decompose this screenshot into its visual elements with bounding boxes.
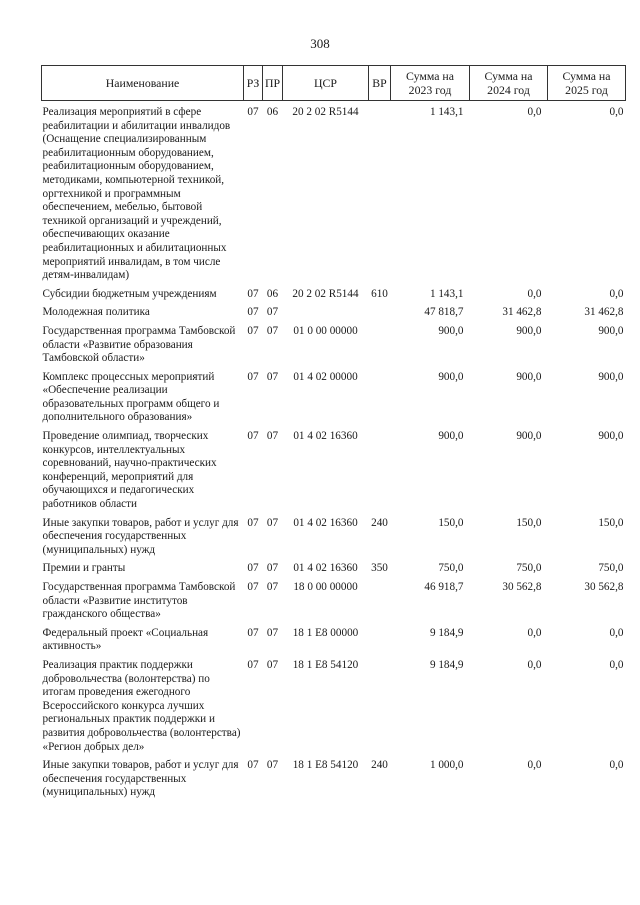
cell-rz: 07 [247, 324, 259, 337]
budget-table [41, 65, 626, 805]
cell-sum-2025: 900,0 [598, 324, 624, 337]
cell-csr: 20 2 02 R5144 [292, 287, 359, 300]
cell-sum-2025: 30 562,8 [584, 581, 624, 593]
table-row [42, 430, 626, 517]
cell-pr: 07 [266, 370, 279, 383]
header-vr: ВР [369, 66, 391, 101]
cell-vr [369, 371, 391, 430]
cell-sum-2025: 900,0 [598, 370, 624, 383]
cell-pr: 06 [266, 287, 279, 300]
cell-pr: 07 [266, 430, 279, 443]
cell-sum-2025: 0,0 [609, 626, 624, 639]
cell-vr: 610 [371, 287, 388, 300]
cell-csr: 01 4 02 00000 [293, 370, 358, 383]
cell-sum-2024: 900,0 [516, 324, 542, 337]
cell-sum-2023: 1 143,1 [429, 106, 464, 118]
cell-pr: 07 [266, 516, 279, 529]
cell-csr: 01 0 00 00000 [293, 324, 358, 337]
cell-sum-2024: 0,0 [527, 106, 542, 118]
cell-vr [369, 430, 391, 517]
cell-name: Премии и гранты [42, 562, 126, 575]
cell-name: Иные закупки товаров, работ и услуг для обеспечения государственных (муниципальных) нужд [42, 516, 239, 556]
cell-pr: 07 [266, 306, 279, 319]
cell-sum-2023: 9 184,9 [429, 658, 464, 671]
cell-name: Иные закупки товаров, работ и услуг для обеспечения государственных (муниципальных) нужд [42, 759, 239, 799]
cell-vr [369, 306, 391, 325]
cell-name: Федеральный проект «Социальная активность» [42, 626, 209, 653]
cell-csr: 18 0 00 00000 [293, 581, 358, 593]
cell-name: Государственная программа Тамбовской области «Развитие образования Тамбовской области» [42, 324, 236, 365]
header-sum-2023: Сумма на 2023 год [391, 66, 470, 101]
cell-csr: 18 1 E8 54120 [292, 658, 359, 671]
cell-sum-2025: 0,0 [609, 287, 624, 300]
table-row [42, 288, 626, 307]
cell-name: Реализация практик поддержки добровольчества (волонтерства) по итогам проведения ежегодного Всероссийского конкурса лучших региональных практик поддержки и развития добровольчества (волонтерства) «Регион добрых дел» [42, 658, 241, 753]
table-body [42, 101, 626, 805]
table-row [42, 517, 626, 563]
cell-sum-2024: 0,0 [527, 287, 542, 300]
cell-pr: 07 [266, 324, 279, 337]
cell-rz: 07 [247, 430, 259, 443]
cell-sum-2024: 0,0 [527, 658, 542, 671]
cell-sum-2024: 0,0 [527, 759, 542, 772]
table-row [42, 581, 626, 627]
header-rz: РЗ [244, 66, 263, 101]
cell-sum-2023: 1 143,1 [429, 287, 464, 300]
cell-vr [369, 659, 391, 759]
cell-csr: 18 1 E8 00000 [292, 626, 359, 639]
cell-vr [369, 101, 391, 288]
header-sum-2024: Сумма на 2024 год [470, 66, 548, 101]
cell-pr: 07 [266, 562, 279, 575]
cell-rz: 07 [247, 370, 259, 383]
cell-sum-2025: 0,0 [609, 106, 624, 118]
cell-pr: 06 [266, 106, 279, 118]
table-row [42, 627, 626, 659]
cell-pr: 07 [266, 658, 279, 671]
cell-sum-2023: 47 818,7 [424, 306, 464, 319]
cell-vr [369, 627, 391, 659]
cell-name: Государственная программа Тамбовской области «Развитие институтов гражданского общества» [42, 581, 236, 621]
cell-vr [369, 581, 391, 627]
cell-name: Проведение олимпиад, творческих конкурсов, интеллектуальных соревнований, научно-практических конференций, мероприятий для обучающихся и педагогических работников области [42, 430, 217, 511]
cell-rz: 07 [247, 759, 259, 772]
cell-sum-2025: 900,0 [598, 430, 624, 443]
cell-sum-2023: 900,0 [438, 430, 464, 443]
header-pr: ПР [263, 66, 283, 101]
page-number: 308 [310, 36, 330, 51]
cell-csr: 18 1 E8 54120 [292, 759, 359, 772]
cell-sum-2024: 750,0 [516, 562, 542, 575]
cell-pr: 07 [266, 626, 279, 639]
cell-sum-2024: 31 462,8 [502, 306, 542, 319]
header-name: Наименование [42, 66, 244, 101]
cell-sum-2025: 0,0 [609, 658, 624, 671]
cell-rz: 07 [247, 106, 259, 118]
cell-rz: 07 [247, 626, 259, 639]
table-row [42, 306, 626, 325]
table-row [42, 325, 626, 371]
table-row [42, 659, 626, 759]
cell-sum-2024: 0,0 [527, 626, 542, 639]
cell-sum-2023: 900,0 [438, 370, 464, 383]
cell-sum-2023: 900,0 [438, 324, 464, 337]
header-csr: ЦСР [283, 66, 369, 101]
cell-sum-2023: 150,0 [438, 516, 464, 529]
table-row [42, 101, 626, 288]
cell-sum-2023: 750,0 [438, 562, 464, 575]
cell-vr: 350 [371, 562, 388, 575]
cell-rz: 07 [247, 581, 259, 593]
table-row [42, 759, 626, 805]
cell-pr: 07 [266, 581, 279, 593]
cell-csr: 01 4 02 16360 [293, 430, 358, 443]
cell-rz: 07 [247, 287, 259, 300]
cell-csr [283, 306, 369, 325]
cell-sum-2024: 900,0 [516, 430, 542, 443]
cell-rz: 07 [247, 516, 259, 529]
cell-sum-2025: 31 462,8 [584, 306, 624, 319]
cell-vr: 240 [371, 516, 388, 529]
cell-sum-2023: 1 000,0 [429, 759, 464, 772]
cell-sum-2023: 9 184,9 [429, 626, 464, 639]
header-sum-2025: Сумма на 2025 год [548, 66, 626, 101]
cell-sum-2025: 750,0 [598, 562, 624, 575]
cell-sum-2025: 150,0 [598, 516, 624, 529]
table-row [42, 562, 626, 581]
cell-rz: 07 [247, 306, 259, 319]
cell-vr [369, 325, 391, 371]
table-row [42, 371, 626, 430]
cell-csr: 01 4 02 16360 [293, 562, 358, 575]
cell-sum-2024: 900,0 [516, 370, 542, 383]
cell-vr: 240 [371, 759, 388, 772]
cell-sum-2024: 150,0 [516, 516, 542, 529]
cell-rz: 07 [247, 562, 259, 575]
cell-name: Реализация мероприятий в сфере реабилитации и абилитации инвалидов (Оснащение специализированным реабилитационным оборудованием, реабилитационным оборудованием, методиками, компьютерной техникой, оргтехникой и программным обеспечением, мебелью, бытовой техникой организаций и учреждений, обеспечивающих оказание реабилитационных и абилитационных мероприятий инвалидам, в том числе детям-инвалидам) [42, 106, 231, 282]
cell-csr: 20 2 02 R5144 [292, 106, 359, 118]
cell-pr: 07 [266, 759, 279, 772]
cell-sum-2025: 0,0 [609, 759, 624, 772]
cell-name: Молодежная политика [42, 306, 150, 319]
cell-rz: 07 [247, 658, 259, 671]
table-header [42, 66, 626, 101]
cell-sum-2024: 30 562,8 [502, 581, 542, 593]
cell-csr: 01 4 02 16360 [293, 516, 358, 529]
cell-name: Комплекс процессных мероприятий «Обеспечение реализации образовательных программ общего и дополнительного образования» [42, 370, 220, 424]
cell-name: Субсидии бюджетным учреждениям [42, 287, 217, 300]
cell-sum-2023: 46 918,7 [424, 581, 464, 593]
